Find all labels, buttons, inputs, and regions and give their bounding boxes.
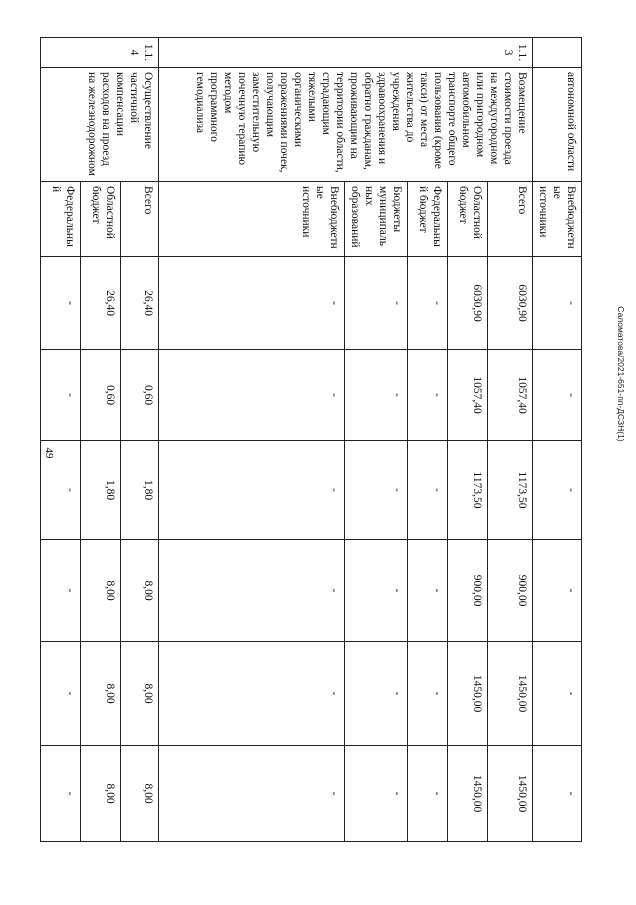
amount-cell: - — [532, 642, 581, 746]
amount-cell: - — [407, 540, 447, 642]
amount-cell: - — [532, 350, 581, 441]
amount-cell: - — [344, 350, 407, 441]
amount-cell: 1057,40 — [447, 350, 487, 441]
amount-cell: 8,00 — [80, 540, 120, 642]
amount-cell: - — [40, 642, 80, 746]
amount-cell: 1450,00 — [447, 642, 487, 746]
amount-cell: 26,40 — [120, 257, 158, 350]
funding-source-cell: Областной бюджет — [80, 182, 120, 257]
amount-cell: - — [158, 350, 344, 441]
funding-source-cell: Федеральный бюджет — [407, 182, 447, 257]
amount-cell: - — [40, 746, 80, 842]
amount-cell: 8,00 — [120, 540, 158, 642]
item-number-cell: 1.1.3 — [158, 38, 532, 68]
amount-cell: - — [344, 257, 407, 350]
amount-cell: - — [344, 540, 407, 642]
amount-cell: - — [40, 257, 80, 350]
amount-cell: 0,60 — [80, 350, 120, 441]
amount-cell: 1,80 — [80, 441, 120, 540]
funding-source-cell: Бюджеты муниципальных образований — [344, 182, 407, 257]
table-row — [120, 38, 158, 842]
amount-cell: 1450,00 — [487, 746, 532, 842]
amount-cell: - — [532, 257, 581, 350]
amount-cell: - — [158, 441, 344, 540]
amount-cell: 900,00 — [487, 540, 532, 642]
amount-cell: 1173,50 — [487, 441, 532, 540]
amount-cell: 900,00 — [447, 540, 487, 642]
amount-cell: 1450,00 — [487, 642, 532, 746]
amount-cell: - — [532, 441, 581, 540]
amount-cell: - — [344, 746, 407, 842]
amount-cell: - — [158, 540, 344, 642]
amount-cell: - — [344, 642, 407, 746]
amount-cell: 1450,00 — [447, 746, 487, 842]
funding-source-cell: Внебюджетные источники — [158, 182, 344, 257]
funding-source-cell: Внебюджетные источники — [532, 182, 581, 257]
amount-cell: - — [532, 540, 581, 642]
funding-source-cell: Областной бюджет — [447, 182, 487, 257]
amount-cell: - — [407, 441, 447, 540]
amount-cell: - — [407, 257, 447, 350]
amount-cell: 1057,40 — [487, 350, 532, 441]
table-row — [532, 38, 581, 842]
amount-cell: - — [158, 746, 344, 842]
amount-cell: 8,00 — [80, 746, 120, 842]
amount-cell: 1,80 — [120, 441, 158, 540]
amount-cell: - — [407, 746, 447, 842]
page-number: 49 — [43, 447, 55, 459]
amount-cell: - — [40, 441, 80, 540]
amount-cell: - — [407, 350, 447, 441]
amount-cell: - — [407, 642, 447, 746]
amount-cell: - — [158, 642, 344, 746]
amount-cell: 6030,90 — [447, 257, 487, 350]
amount-cell: - — [532, 746, 581, 842]
amount-cell: - — [40, 350, 80, 441]
table-body — [40, 38, 581, 842]
item-number-cell — [532, 38, 581, 68]
amount-cell: - — [158, 257, 344, 350]
table-row — [487, 38, 532, 842]
amount-cell: - — [344, 441, 407, 540]
activity-name-cell: автономной области — [532, 68, 581, 182]
activity-name-cell: Осуществление частичной компенсации расходов на проезд на железнодорожном — [40, 68, 158, 182]
amount-cell: - — [40, 540, 80, 642]
amount-cell: 6030,90 — [487, 257, 532, 350]
funding-source-cell: Всего — [487, 182, 532, 257]
amount-cell: 1173,50 — [447, 441, 487, 540]
amount-cell: 8,00 — [120, 642, 158, 746]
funding-source-cell: Федеральный — [40, 182, 80, 257]
amount-cell: 26,40 — [80, 257, 120, 350]
item-number-cell: 1.1.4 — [40, 38, 158, 68]
amount-cell: 8,00 — [120, 746, 158, 842]
amount-cell: 0,60 — [120, 350, 158, 441]
funding-source-cell: Всего — [120, 182, 158, 257]
program-budget-table — [40, 37, 582, 842]
activity-name-cell: Возмещение стоимости проезда на междугородном или пригородном автомобильном транспорте общего пользования (кроме такси) от места жительства до учреждения здравоохранения и обратно гражданам, проживающим на территории области, страдающим тяжелыми органическими поражениями почек, получающим заместительную почечную терапию методом программного гемодиализа — [158, 68, 532, 182]
amount-cell: 8,00 — [80, 642, 120, 746]
document-code: Саломатова/2021-651-пп-ДСЗН(1) — [616, 306, 626, 442]
